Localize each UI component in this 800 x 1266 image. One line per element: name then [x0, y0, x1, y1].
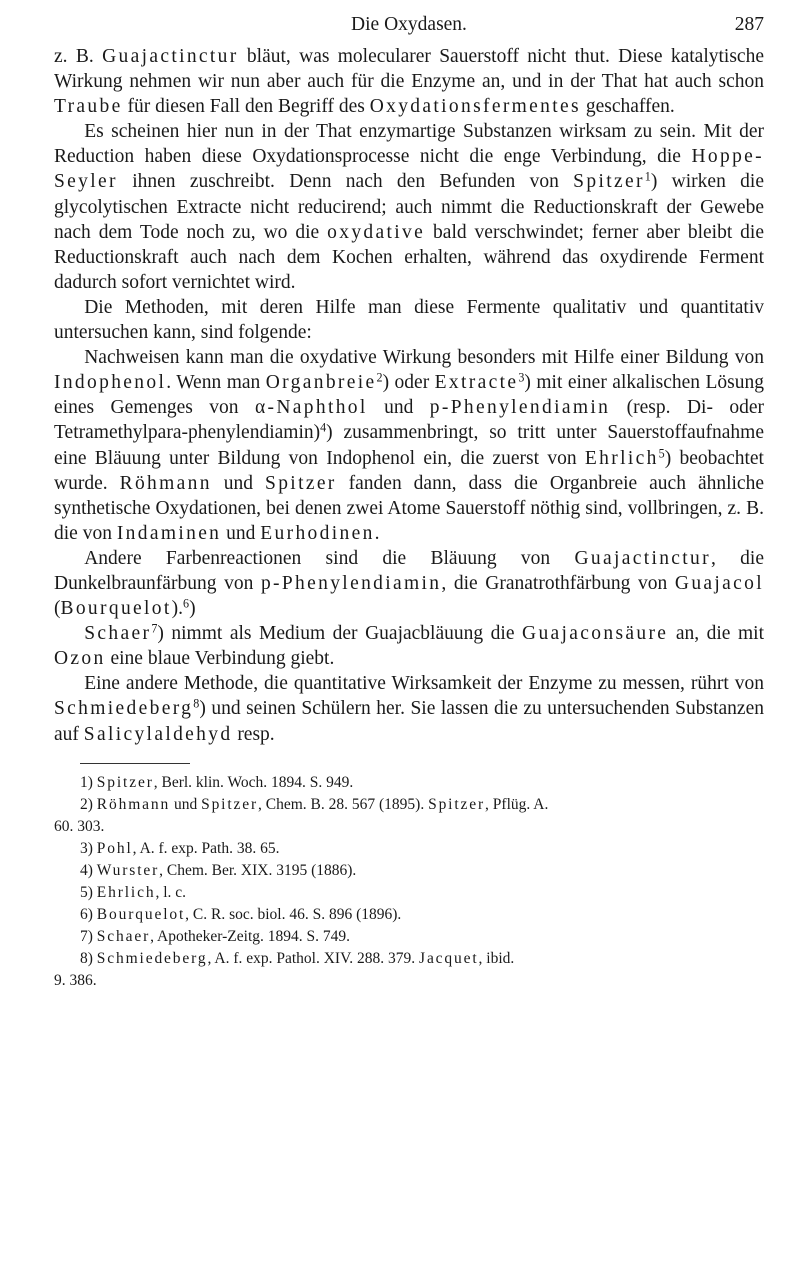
spaced-name: Bourquelot: [96, 906, 186, 924]
spaced-name: Indaminen: [116, 522, 222, 544]
paragraph: Eine andere Methode, die quantitative Wirksamkeit der Enzyme zu messen, rührt von Schmiedeberg$^8$) und seinen Schülern her. Sie lassen die zu untersuchenden Substanzen auf Salicylaldehyd resp.: [54, 673, 764, 745]
footnote-rule: [80, 763, 190, 764]
footnote-ref: 5: [658, 445, 665, 460]
spaced-name: Schmiedeberg: [54, 698, 194, 720]
text-run: Die Methoden, mit deren Hilfe man diese Fermente qualitativ und quantitativ untersuchen kann, sind folgende:: [54, 296, 764, 344]
text-run: 9. 386.: [54, 972, 97, 990]
spaced-name: Schaer: [84, 623, 152, 645]
text-run: 1): [80, 773, 97, 791]
text-run: , ibid.: [478, 950, 515, 968]
text-run: , Pflüg. A.: [485, 795, 549, 813]
text-run: .: [374, 522, 380, 544]
text-run: zusammenbringt, so tritt unter Sauerstoffaufnahme eine Bläuung unter Bildung von Indophenol ein, die zuerst von: [54, 422, 764, 469]
page: [54, 0, 764, 993]
footnote: [54, 882, 764, 904]
text-run: , A. f. exp. Pathol. XIV. 288. 379.: [207, 950, 420, 968]
text-run: 4): [80, 862, 97, 879]
spaced-name: Röhmann: [96, 795, 171, 813]
footnote: [54, 794, 764, 816]
spaced-name: Schmiedeberg: [96, 950, 208, 968]
paragraph: Schaer$^7$) nimmt als Medium der Guajacbläuung die Guajaconsäure an, die mit Ozon eine blaue Verbindung giebt.: [54, 621, 765, 670]
footnote-ref: 4: [320, 420, 327, 435]
text-run: resp.: [232, 723, 275, 745]
text-run: 6): [80, 906, 97, 924]
text-run: 8): [80, 950, 97, 968]
text-run: ).: [171, 598, 184, 620]
footnote-ref: 8: [193, 696, 200, 711]
text-run: ihnen zuschreibt. Denn nach den Befunden von: [117, 171, 574, 193]
paragraph: [54, 295, 764, 345]
text-run: , Chem. Ber. XIX. 3195 (1886).: [159, 862, 357, 879]
spaced-name: Guajactinctur: [102, 46, 239, 67]
text-run: Es scheinen hier nun in der That enzymartige Substanzen wirksam zu sein. Mit der Reduction haben diese Oxydationsprocesse nicht die enge Verbindung, die: [54, 121, 764, 168]
footnote: [54, 948, 764, 970]
text-run: beobachtet wurde.: [54, 447, 764, 494]
spaced-name: Jacquet: [419, 950, 479, 968]
text-run: mit einer alkalischen Lösung eines Gemenges von: [54, 372, 764, 419]
spaced-name: p-Phenylendiamin: [260, 572, 442, 594]
text-run: und: [211, 472, 266, 494]
text-run: . Wenn man: [166, 372, 266, 394]
text-run: und: [170, 795, 202, 813]
page-number: 287: [734, 14, 764, 35]
spaced-name: Spitzer: [573, 171, 645, 193]
running-title: Die Oxydasen.: [351, 14, 467, 35]
spaced-name: p-Phenylendiamin: [429, 397, 611, 419]
text-run: 7): [80, 928, 97, 946]
text-run: (resp. Di- oder Tetramethylpara-phenylendiamin): [54, 397, 765, 444]
footnote-ref: 3: [518, 370, 525, 385]
running-header: [54, 0, 764, 44]
footnote-ref: 1: [644, 169, 651, 184]
footnote: [54, 970, 764, 992]
footnote: [54, 816, 764, 838]
spaced-name: Spitzer: [428, 795, 486, 813]
text-run: eine blaue Verbindung giebt.: [105, 648, 335, 670]
text-run: an, die mit: [668, 623, 765, 645]
spaced-name: Traube: [54, 96, 123, 118]
text-run: und: [221, 522, 261, 544]
spaced-name: Guajaconsäure: [522, 623, 669, 645]
spaced-name: Ozon: [54, 648, 106, 670]
footnote-ref: 6: [183, 596, 190, 611]
spaced-name: Organbreie: [265, 372, 377, 394]
spaced-name: Spitzer: [201, 795, 259, 813]
text-run: , Chem. B. 28. 567 (1895).: [258, 795, 429, 813]
text-run: (: [54, 598, 61, 620]
footnote: [54, 860, 764, 882]
footnote: [54, 772, 764, 794]
text-run: und seinen Schülern her. Sie lassen die zu untersuchenden Substanzen auf: [54, 698, 764, 745]
text-run: , Berl. klin. Woch. 1894. S. 949.: [153, 773, 354, 791]
text-run: 5): [80, 884, 97, 902]
footnote: [54, 838, 764, 860]
text-run: , l. c.: [155, 884, 187, 902]
spaced-name: Wurster: [96, 862, 160, 879]
text-run: fanden dann, dass die Organbreie auch ähnliche synthetische Oxydationen, bei denen zwei Atome Sauerstoff nöthig sind, vollbringen, z. B. die von: [54, 472, 764, 544]
paragraph: [54, 44, 764, 119]
text-run: bald verschwindet; ferner aber bleibt die Reductionskraft auch nach dem Kochen erhalten, während das oxydirende Ferment dadurch sofort vernichtet wird.: [54, 221, 765, 293]
text-run: , C. R. soc. biol. 46. S. 896 (1896).: [185, 906, 402, 924]
text-run: 3): [80, 839, 97, 857]
text-run: bläut, was molecularer Sauerstoff nicht thut. Diese katalytische Wirkung nehmen wir nun aber auch für die Enzyme an, und in der That hat auch schon: [54, 46, 764, 93]
text-run: oder: [389, 372, 435, 394]
spaced-name: Röhmann: [119, 472, 212, 494]
text-run: geschaffen.: [580, 96, 675, 118]
spaced-name: Eurhodinen: [260, 522, 375, 544]
spaced-name: Salicylaldehyd: [83, 723, 233, 745]
text-run: Nachweisen kann man die oxydative Wirkung besonders mit Hilfe einer Bildung von: [84, 347, 764, 369]
spaced-name: oxydative: [327, 221, 426, 243]
spaced-name: Spitzer: [265, 472, 337, 494]
text-run: wirken die glycolytischen Extracte nicht reducirend; auch nimmt die Reductionskraft der Gewebe nach dem Tode noch zu, wo die: [54, 171, 764, 243]
spaced-name: Spitzer: [96, 773, 154, 791]
spaced-name: Bourquelot: [60, 598, 172, 620]
text-run: für diesen Fall den Begriff des: [122, 96, 370, 118]
paragraph: Es scheinen hier nun in der That enzymartige Substanzen wirksam zu sein. Mit der Reduction haben diese Oxydationsprocesse nicht die enge Verbindung, die Hoppe-Seyler ihnen zuschreibt. Denn nach den Befunden von Spitzer$^1$) wirken die glycolytischen Extracte nicht reducirend; auch nimmt die Reductionskraft der Gewebe nach dem Tode noch zu, wo die oxydative bald verschwindet; ferner aber bleibt die Reductionskraft auch nach dem Kochen erhalten, während das oxydirende Ferment dadurch sofort vernichtet wird.: [54, 121, 765, 293]
spaced-name: Guajacol: [674, 572, 764, 594]
text-run: nimmt als Medium der Guajacbläuung die: [163, 623, 523, 645]
paragraph: Nachweisen kann man die oxydative Wirkung besonders mit Hilfe einer Bildung von Indophenol. Wenn man Organbreie$^2$) oder Extracte$^3$) mit einer alkalischen Lösung eines Gemenges von α-Naphthol und p-Phenylendiamin (resp. Di- oder Tetramethylpara-phenylendiamin)$^4$) zusammenbringt, so tritt unter Sauerstoffaufnahme eine Bläuung unter Bildung von Indophenol ein, die zuerst von Ehrlich$^5$) beobachtet wurde. Röhmann und Spitzer fanden dann, dass die Organbreie auch ähnliche synthetische Oxydationen, bei denen zwei Atome Sauerstoff nöthig sind, vollbringen, z. B. die von Indaminen und Eurhodinen.: [54, 347, 765, 544]
footnote: [54, 926, 764, 948]
spaced-name: Pohl: [96, 839, 133, 857]
spaced-name: Hoppe-Seyler: [54, 146, 764, 193]
footnotes: [54, 772, 764, 993]
spaced-name: Oxydationsfermentes: [369, 96, 581, 118]
footnote: [54, 904, 764, 926]
text-run: 2): [80, 795, 97, 813]
spaced-name: Ehrlich: [584, 447, 659, 469]
spaced-name: α-Naphthol: [254, 397, 368, 419]
spaced-name: Guajactinctur: [574, 547, 711, 569]
text-run: 60. 303.: [54, 817, 105, 835]
spaced-name: Ehrlich: [96, 884, 156, 902]
text-run: , die Dunkelbraunfärbung von: [54, 547, 764, 594]
text-run: , die Granatrothfärbung von: [441, 572, 675, 594]
footnote-ref: 2: [376, 370, 383, 385]
text-run: Andere Farbenreactionen sind die Bläuung von: [84, 547, 575, 569]
spaced-name: Indophenol: [54, 372, 167, 394]
text-run: und: [367, 397, 430, 419]
text-run: , A. f. exp. Path. 38. 65.: [132, 839, 280, 857]
paragraph: Andere Farbenreactionen sind die Bläuung von Guajactinctur, die Dunkelbraunfärbung von p-Phenylendiamin, die Granatrothfärbung von Guajacol (Bourquelot).$^6$): [54, 547, 764, 620]
text-run: , Apotheker-Zeitg. 1894. S. 749.: [150, 928, 351, 946]
body-text: [54, 44, 764, 747]
spaced-name: Schaer: [96, 928, 151, 946]
text-run: Eine andere Methode, die quantitative Wirksamkeit der Enzyme zu messen, rührt von: [84, 673, 764, 695]
spaced-name: Extracte: [434, 372, 519, 394]
footnote-ref: 7: [151, 621, 158, 636]
text-run: z. B.: [54, 46, 103, 67]
